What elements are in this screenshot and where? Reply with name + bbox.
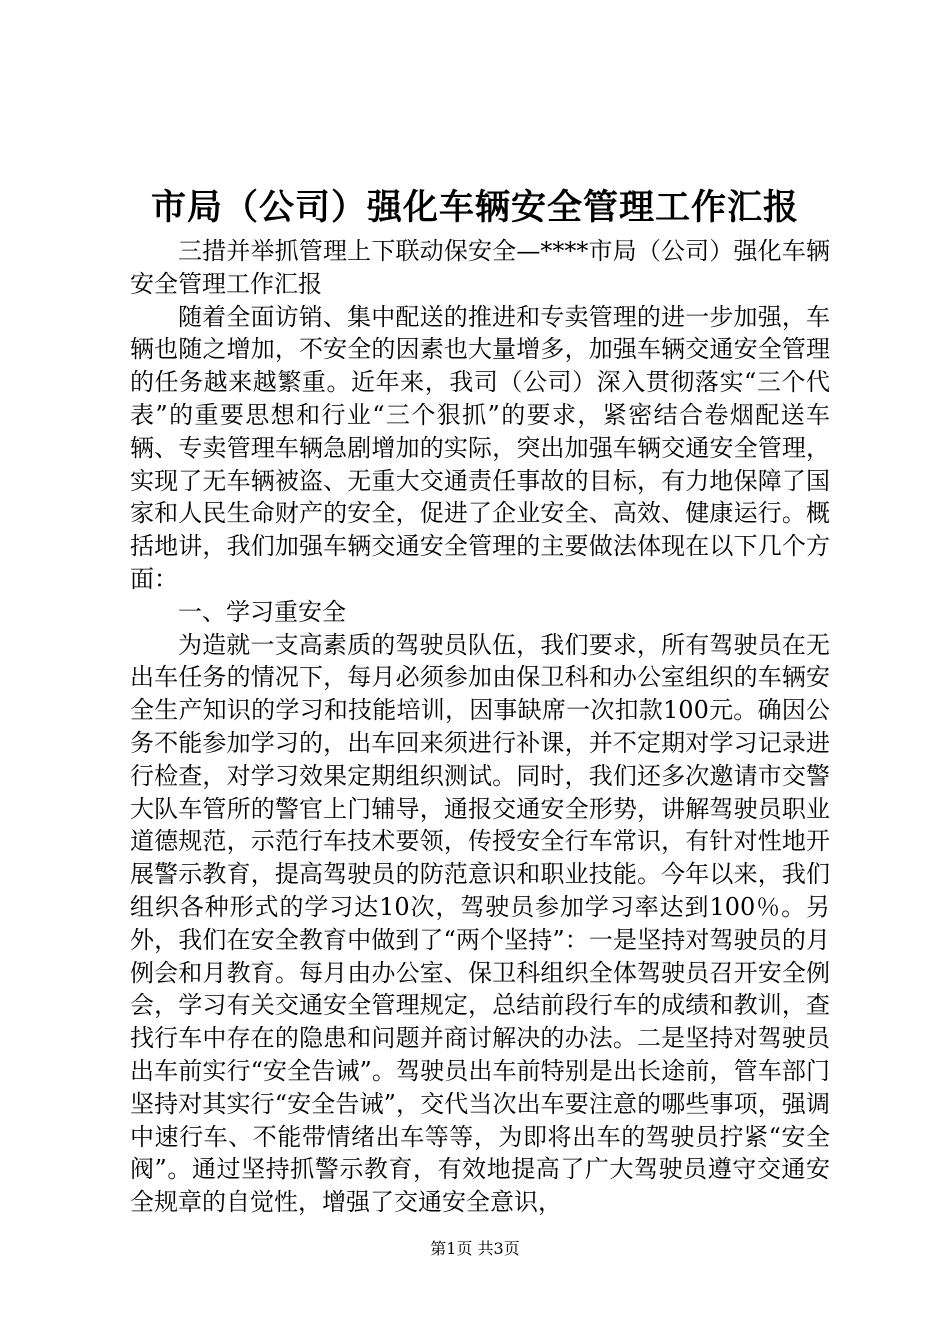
- intro-paragraph: 随着全面访销、集中配送的推进和专卖管理的进一步加强，车辆也随之增加，不安全的因素也大量增多，加强车辆交通安全管理的任务越来越繁重。近年来，我司（公司）深入贯彻落实“三个代表”的重要思想和行业“三个狠抓”的要求，紧密结合卷烟配送车辆、专卖管理车辆急剧增加的实际，突出加强车辆交通安全管理，实现了无车辆被盗、无重大交通责任事故的目标，有力地保障了国家和人民生命财产的安全，促进了企业安全、高效、健康运行。概括地讲，我们加强车辆交通安全管理的主要做法体现在以下几个方面：: [130, 302, 830, 593]
- subtitle-paragraph: 三措并举抓管理上下联动保安全—****市局（公司）强化车辆安全管理工作汇报: [130, 237, 830, 298]
- section-heading: 一、学习重安全: [178, 597, 346, 626]
- page-footer: 第1页 共3页: [430, 1239, 520, 1258]
- document-body: [130, 235, 830, 1219]
- document-title: 市局（公司）强化车辆安全管理工作汇报: [150, 187, 799, 228]
- body-paragraph: 为造就一支高素质的驾驶员队伍，我们要求，所有驾驶员在无出车任务的情况下，每月必须参加由保卫科和办公室组织的车辆安全生产知识的学习和技能培训，因事缺席一次扣款100元。确因公务不能参加学习的，出车回来须进行补课，并不定期对学习记录进行检查，对学习效果定期组织测试。同时，我们还多次邀请市交警大队车管所的警官上门辅导，通报交通安全形势，讲解驾驶员职业道德规范，示范行车技术要领，传授安全行车常识，有针对性地开展警示教育，提高驾驶员的防范意识和职业技能。今年以来，我们组织各种形式的学习达10次，驾驶员参加学习率达到100％。另外，我们在安全教育中做到了“两个坚持”：一是坚持对驾驶员的月例会和月教育。每月由办公室、保卫科组织全体驾驶员召开安全例会，学习有关交通安全管理规定，总结前段行车的成绩和教训，查找行车中存在的隐患和问题并商讨解决的办法。二是坚持对驾驶员出车前实行“安全告诫”。驾驶员出车前特别是出长途前，管车部门坚持对其实行“安全告诫”，交代当次出车要注意的哪些事项，强调中速行车、不能带情绪出车等等，为即将出车的驾驶员拧紧“安全阀”。通过坚持抓警示教育，有效地提高了广大驾驶员遵守交通安全规章的自觉性，增强了交通安全意识，: [130, 630, 830, 1217]
